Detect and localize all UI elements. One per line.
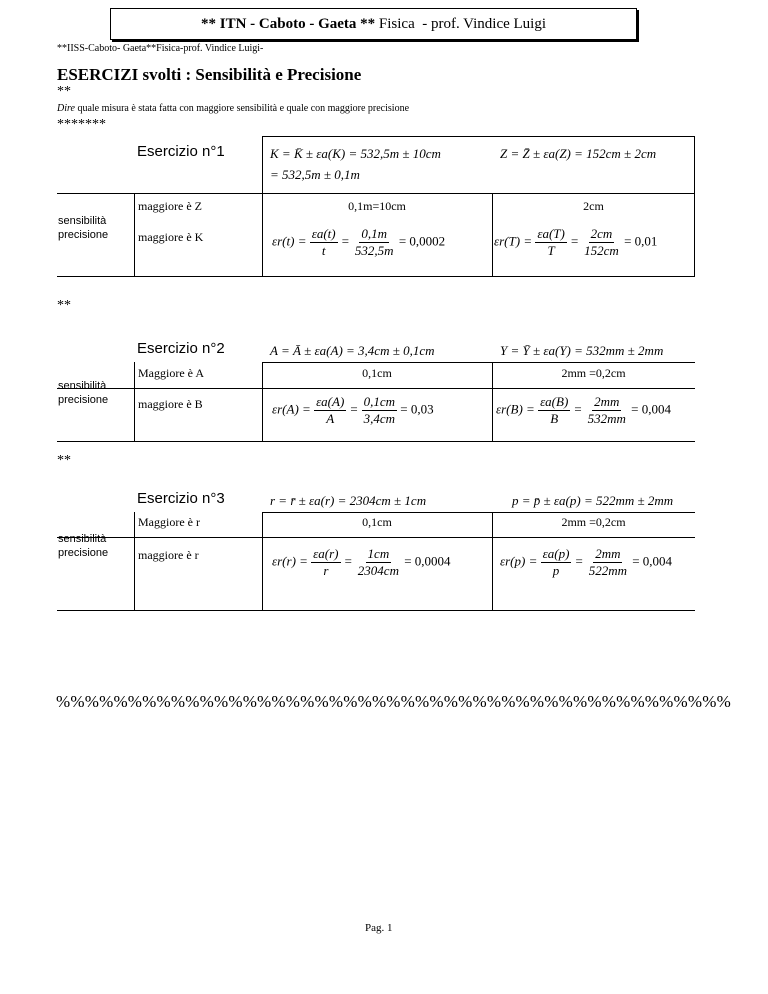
header-box bbox=[110, 8, 637, 40]
relative-error-a: εr(A) = $\frac{\varepsilon a(A)}{A}$ = $\frac{0,1cm}{3,4cm}$ = 0,03 bbox=[272, 394, 434, 426]
label-precisione: precisione bbox=[58, 547, 109, 559]
precision-answer: maggiore è K bbox=[138, 230, 204, 244]
formula-a: A = Ā ± εa(A) = 3,4cm ± 0,1cm bbox=[270, 343, 435, 358]
relative-error-a: εr(t) = $\frac{\varepsilon a(t)}{t}$ = $\frac{0,1m}{532,5m}$ = 0,0002 bbox=[272, 226, 446, 258]
separator-2: ** bbox=[57, 453, 71, 468]
intro-text bbox=[57, 103, 409, 114]
exercise-title: Esercizio n°2 bbox=[137, 340, 225, 357]
header-bold: ** ITN - Caboto - Gaeta ** bbox=[200, 15, 376, 32]
label-sensibilita: sensibilità bbox=[58, 380, 107, 392]
sensitivity-a: 0,1cm bbox=[362, 366, 392, 380]
formula-z: Z = Z̄ ± εa(Z) = 152cm ± 2cm bbox=[500, 146, 657, 161]
label-sensibilita: sensibilità bbox=[58, 533, 107, 545]
relative-error-b: εr(p) = $\frac{\varepsilon a(p)}{p}$ = $\frac{2mm}{522mm}$ = 0,004 bbox=[500, 546, 673, 578]
sensitivity-answer: maggiore è Z bbox=[138, 199, 202, 213]
formula-k: K = K̄ ± εa(K) = 532,5m ± 10cm bbox=[270, 146, 441, 161]
formula-k-2: = 532,5m ± 0,1m bbox=[270, 167, 360, 182]
exercise-title: Esercizio n°1 bbox=[137, 143, 225, 160]
exercise-title: Esercizio n°3 bbox=[137, 490, 225, 507]
label-precisione: precisione bbox=[58, 229, 109, 241]
sensitivity-a: 0,1cm bbox=[362, 515, 392, 529]
percent-separator: %%%%%%%%%%%%%%%%%%%%%%%%%%%%%%%%%%%%%%%%%%%%%%% bbox=[56, 692, 731, 711]
relative-error-a: εr(r) = $\frac{\varepsilon a(r)}{r}$ = $\frac{1cm}{2304cm}$ = 0,0004 bbox=[272, 546, 451, 578]
sensitivity-b: 2mm =0,2cm bbox=[561, 515, 626, 529]
intro-italic: Dire bbox=[57, 103, 75, 114]
subheader: **IISS-Caboto- Gaeta**Fisica-prof. Vindice Luigi- bbox=[57, 43, 264, 54]
page-title: ESERCIZI svolti : Sensibilità e Precisione bbox=[57, 65, 362, 84]
separator-1: ** bbox=[57, 298, 71, 313]
header-rest: Fisica - prof. Vindice Luigi bbox=[375, 15, 547, 32]
sensitivity-answer: Maggiore è r bbox=[138, 515, 200, 529]
label-sensibilita: sensibilità bbox=[58, 215, 107, 227]
stars-line-7: ******* bbox=[57, 117, 106, 132]
precision-answer: maggiore è B bbox=[138, 397, 203, 411]
label-precisione: precisione bbox=[58, 394, 109, 406]
sensitivity-a: 0,1m=10cm bbox=[348, 199, 406, 213]
formula-r: r = r̄ ± εa(r) = 2304cm ± 1cm bbox=[270, 493, 427, 508]
page-number: Pag. 1 bbox=[365, 922, 393, 934]
formula-p: p = p̄ ± εa(p) = 522mm ± 2mm bbox=[512, 493, 674, 508]
sensitivity-b: 2cm bbox=[583, 199, 604, 213]
formula-y: Y = Ȳ ± εa(Y) = 532mm ± 2mm bbox=[500, 343, 664, 358]
relative-error-b: εr(B) = $\frac{\varepsilon a(B)}{B}$ = $\frac{2mm}{532mm}$ = 0,004 bbox=[496, 394, 671, 426]
intro-rest: quale misura è stata fatta con maggiore sensibilità e quale con maggiore precisione bbox=[74, 103, 410, 114]
stars-line: ** bbox=[57, 84, 71, 99]
relative-error-b: εr(T) = $\frac{\varepsilon a(T)}{T}$ = $\frac{2cm}{152cm}$ = 0,01 bbox=[494, 226, 658, 258]
sensitivity-answer: Maggiore è A bbox=[138, 366, 204, 380]
precision-answer: maggiore è r bbox=[138, 548, 199, 562]
sensitivity-b: 2mm =0,2cm bbox=[561, 366, 626, 380]
